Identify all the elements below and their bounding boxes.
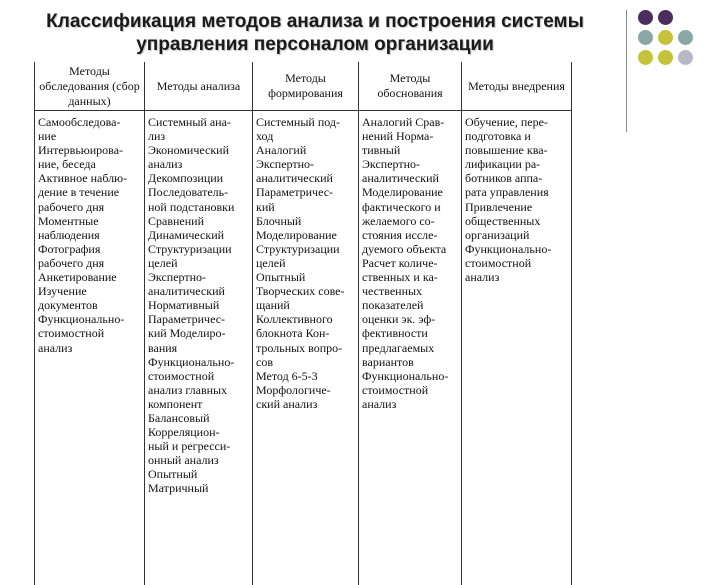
cell-text-line: тивный — [362, 143, 458, 157]
column-header-implementation: Методы внедрения — [462, 62, 572, 111]
cell-text-line: онный анализ — [148, 453, 249, 467]
cell-text-line: ход — [256, 129, 355, 143]
cell-text-line: стоимостной — [465, 256, 568, 270]
cell-text-line: Декомпозиции — [148, 171, 249, 185]
decorative-dot — [638, 50, 653, 65]
cell-text-line: Матричный — [148, 481, 249, 495]
cell-text-line: ние, беседа — [38, 157, 141, 171]
cell-text-line: Динамический — [148, 228, 249, 242]
cell-text-line: показателей — [362, 298, 458, 312]
cell-text-line: лиз — [148, 129, 249, 143]
cell-text-line: наблюдения — [38, 228, 141, 242]
cell-text-line: аналитический — [148, 284, 249, 298]
cell-text-line: ственных и ка- — [362, 270, 458, 284]
cell-text-line: вания — [148, 341, 249, 355]
cell-text-line: Моделирование — [256, 228, 355, 242]
cell-text-line: анализ — [148, 157, 249, 171]
cell-text-line: Функционально- — [362, 369, 458, 383]
cell-text-line: Анкетирование — [38, 270, 141, 284]
cell-text-line: Самообследова- — [38, 115, 141, 129]
cell-text-line: стоимостной — [148, 369, 249, 383]
table-header-row — [35, 62, 572, 111]
cell-text-line: анализ — [465, 270, 568, 284]
cell-text-line: кий — [256, 200, 355, 214]
cell-text-line: подготовка и — [465, 129, 568, 143]
cell-text-line: анализ — [362, 397, 458, 411]
decorative-dot — [638, 30, 653, 45]
cell-text-line: Моментные — [38, 214, 141, 228]
cell-text-line: Расчет количе- — [362, 256, 458, 270]
cell-text-line: целей — [148, 256, 249, 270]
cell-text-line: Экономический — [148, 143, 249, 157]
cell-text-line: аналитический — [256, 171, 355, 185]
cell-text-line: Изучение — [38, 284, 141, 298]
cell-text-line: фактического и — [362, 200, 458, 214]
cell-text-line: общественных — [465, 214, 568, 228]
decorative-dot — [678, 50, 693, 65]
column-header-justification: Методы обоснования — [359, 62, 462, 111]
cell-text-line: блокнота Кон- — [256, 326, 355, 340]
cell-text-line: Экспертно- — [362, 157, 458, 171]
cell-text-line: Опытный — [256, 270, 355, 284]
methods-table — [34, 62, 572, 585]
column-cell-survey — [35, 111, 145, 585]
cell-text-line: документов — [38, 298, 141, 312]
cell-text-line: ние — [38, 129, 141, 143]
cell-text-line: рабочего дня — [38, 200, 141, 214]
column-cell-justification — [359, 111, 462, 585]
cell-text-line: рата управления — [465, 185, 568, 199]
table-row — [35, 111, 572, 585]
cell-text-line: ботников аппа- — [465, 171, 568, 185]
cell-text-line: Структуризации — [256, 242, 355, 256]
cell-text-line: Балансовый — [148, 411, 249, 425]
decorative-divider — [626, 10, 627, 132]
cell-text-line: Творческих сове- — [256, 284, 355, 298]
slide-title-line-2: управления персоналом организации — [20, 33, 610, 56]
decorative-dot — [658, 30, 673, 45]
cell-text-line: Корреляцион- — [148, 425, 249, 439]
cell-text-line: Моделирование — [362, 185, 458, 199]
cell-text-line: повышение ква- — [465, 143, 568, 157]
cell-text-line: организаций — [465, 228, 568, 242]
cell-text-line: Системный ана- — [148, 115, 249, 129]
cell-text-line: ной подстановки — [148, 200, 249, 214]
column-header-analysis: Методы анализа — [145, 62, 253, 111]
cell-text-line: целей — [256, 256, 355, 270]
decorative-dot — [678, 30, 693, 45]
cell-text-line: ский анализ — [256, 397, 355, 411]
cell-text-line: Аналогий Срав- — [362, 115, 458, 129]
decorative-dot — [638, 10, 653, 25]
cell-text-line: фективности — [362, 326, 458, 340]
cell-text-line: ный и регресси- — [148, 439, 249, 453]
column-header-survey: Методы обследования (сбор данных) — [35, 62, 145, 111]
cell-text-line: нений Норма- — [362, 129, 458, 143]
cell-text-line: Системный под- — [256, 115, 355, 129]
column-cell-analysis — [145, 111, 253, 585]
cell-text-line: желаемого со- — [362, 214, 458, 228]
cell-text-line: Фотография — [38, 242, 141, 256]
cell-text-line: Интервьюирова- — [38, 143, 141, 157]
cell-text-line: аналитический — [362, 171, 458, 185]
cell-text-line: Опытный — [148, 467, 249, 481]
cell-text-line: Обучение, пере- — [465, 115, 568, 129]
slide-title-line-1: Классификация методов анализа и построения системы — [20, 10, 610, 33]
cell-text-line: компонент — [148, 397, 249, 411]
cell-text-line: Параметричес- — [256, 185, 355, 199]
cell-text-line: дение в течение — [38, 185, 141, 199]
cell-text-line: Функционально- — [465, 242, 568, 256]
cell-text-line: трольных вопро- — [256, 341, 355, 355]
cell-text-line: Экспертно- — [148, 270, 249, 284]
column-cell-formation — [253, 111, 359, 585]
cell-text-line: Блочный — [256, 214, 355, 228]
cell-text-line: Сравнений — [148, 214, 249, 228]
cell-text-line: анализ главных — [148, 383, 249, 397]
cell-text-line: Метод 6-5-3 — [256, 369, 355, 383]
column-header-formation: Методы формирования — [253, 62, 359, 111]
cell-text-line: Нормативный — [148, 298, 249, 312]
cell-text-line: Морфологиче- — [256, 383, 355, 397]
cell-text-line: Функционально- — [38, 312, 141, 326]
cell-text-line: анализ — [38, 341, 141, 355]
cell-text-line: Последователь- — [148, 185, 249, 199]
cell-text-line: Экспертно- — [256, 157, 355, 171]
cell-text-line: щаний — [256, 298, 355, 312]
cell-text-line: стоимостной — [362, 383, 458, 397]
cell-text-line: дуемого объекта — [362, 242, 458, 256]
decorative-dot — [658, 50, 673, 65]
cell-text-line: чественных — [362, 284, 458, 298]
cell-text-line: Привлечение — [465, 200, 568, 214]
cell-text-line: Активное наблю- — [38, 171, 141, 185]
cell-text-line: Функционально- — [148, 355, 249, 369]
cell-text-line: стояния иссле- — [362, 228, 458, 242]
decorative-dots — [638, 10, 714, 126]
cell-text-line: Структуризации — [148, 242, 249, 256]
cell-text-line: вариантов — [362, 355, 458, 369]
cell-text-line: предлагаемых — [362, 341, 458, 355]
cell-text-line: кий Моделиро- — [148, 326, 249, 340]
cell-text-line: Аналогий — [256, 143, 355, 157]
cell-text-line: сов — [256, 355, 355, 369]
cell-text-line: Параметричес- — [148, 312, 249, 326]
column-cell-implementation — [462, 111, 572, 585]
cell-text-line: оценки эк. эф- — [362, 312, 458, 326]
cell-text-line: рабочего дня — [38, 256, 141, 270]
cell-text-line: Коллективного — [256, 312, 355, 326]
decorative-dot — [658, 10, 673, 25]
cell-text-line: стоимостной — [38, 326, 141, 340]
slide-title — [20, 10, 610, 56]
cell-text-line: лификации ра- — [465, 157, 568, 171]
